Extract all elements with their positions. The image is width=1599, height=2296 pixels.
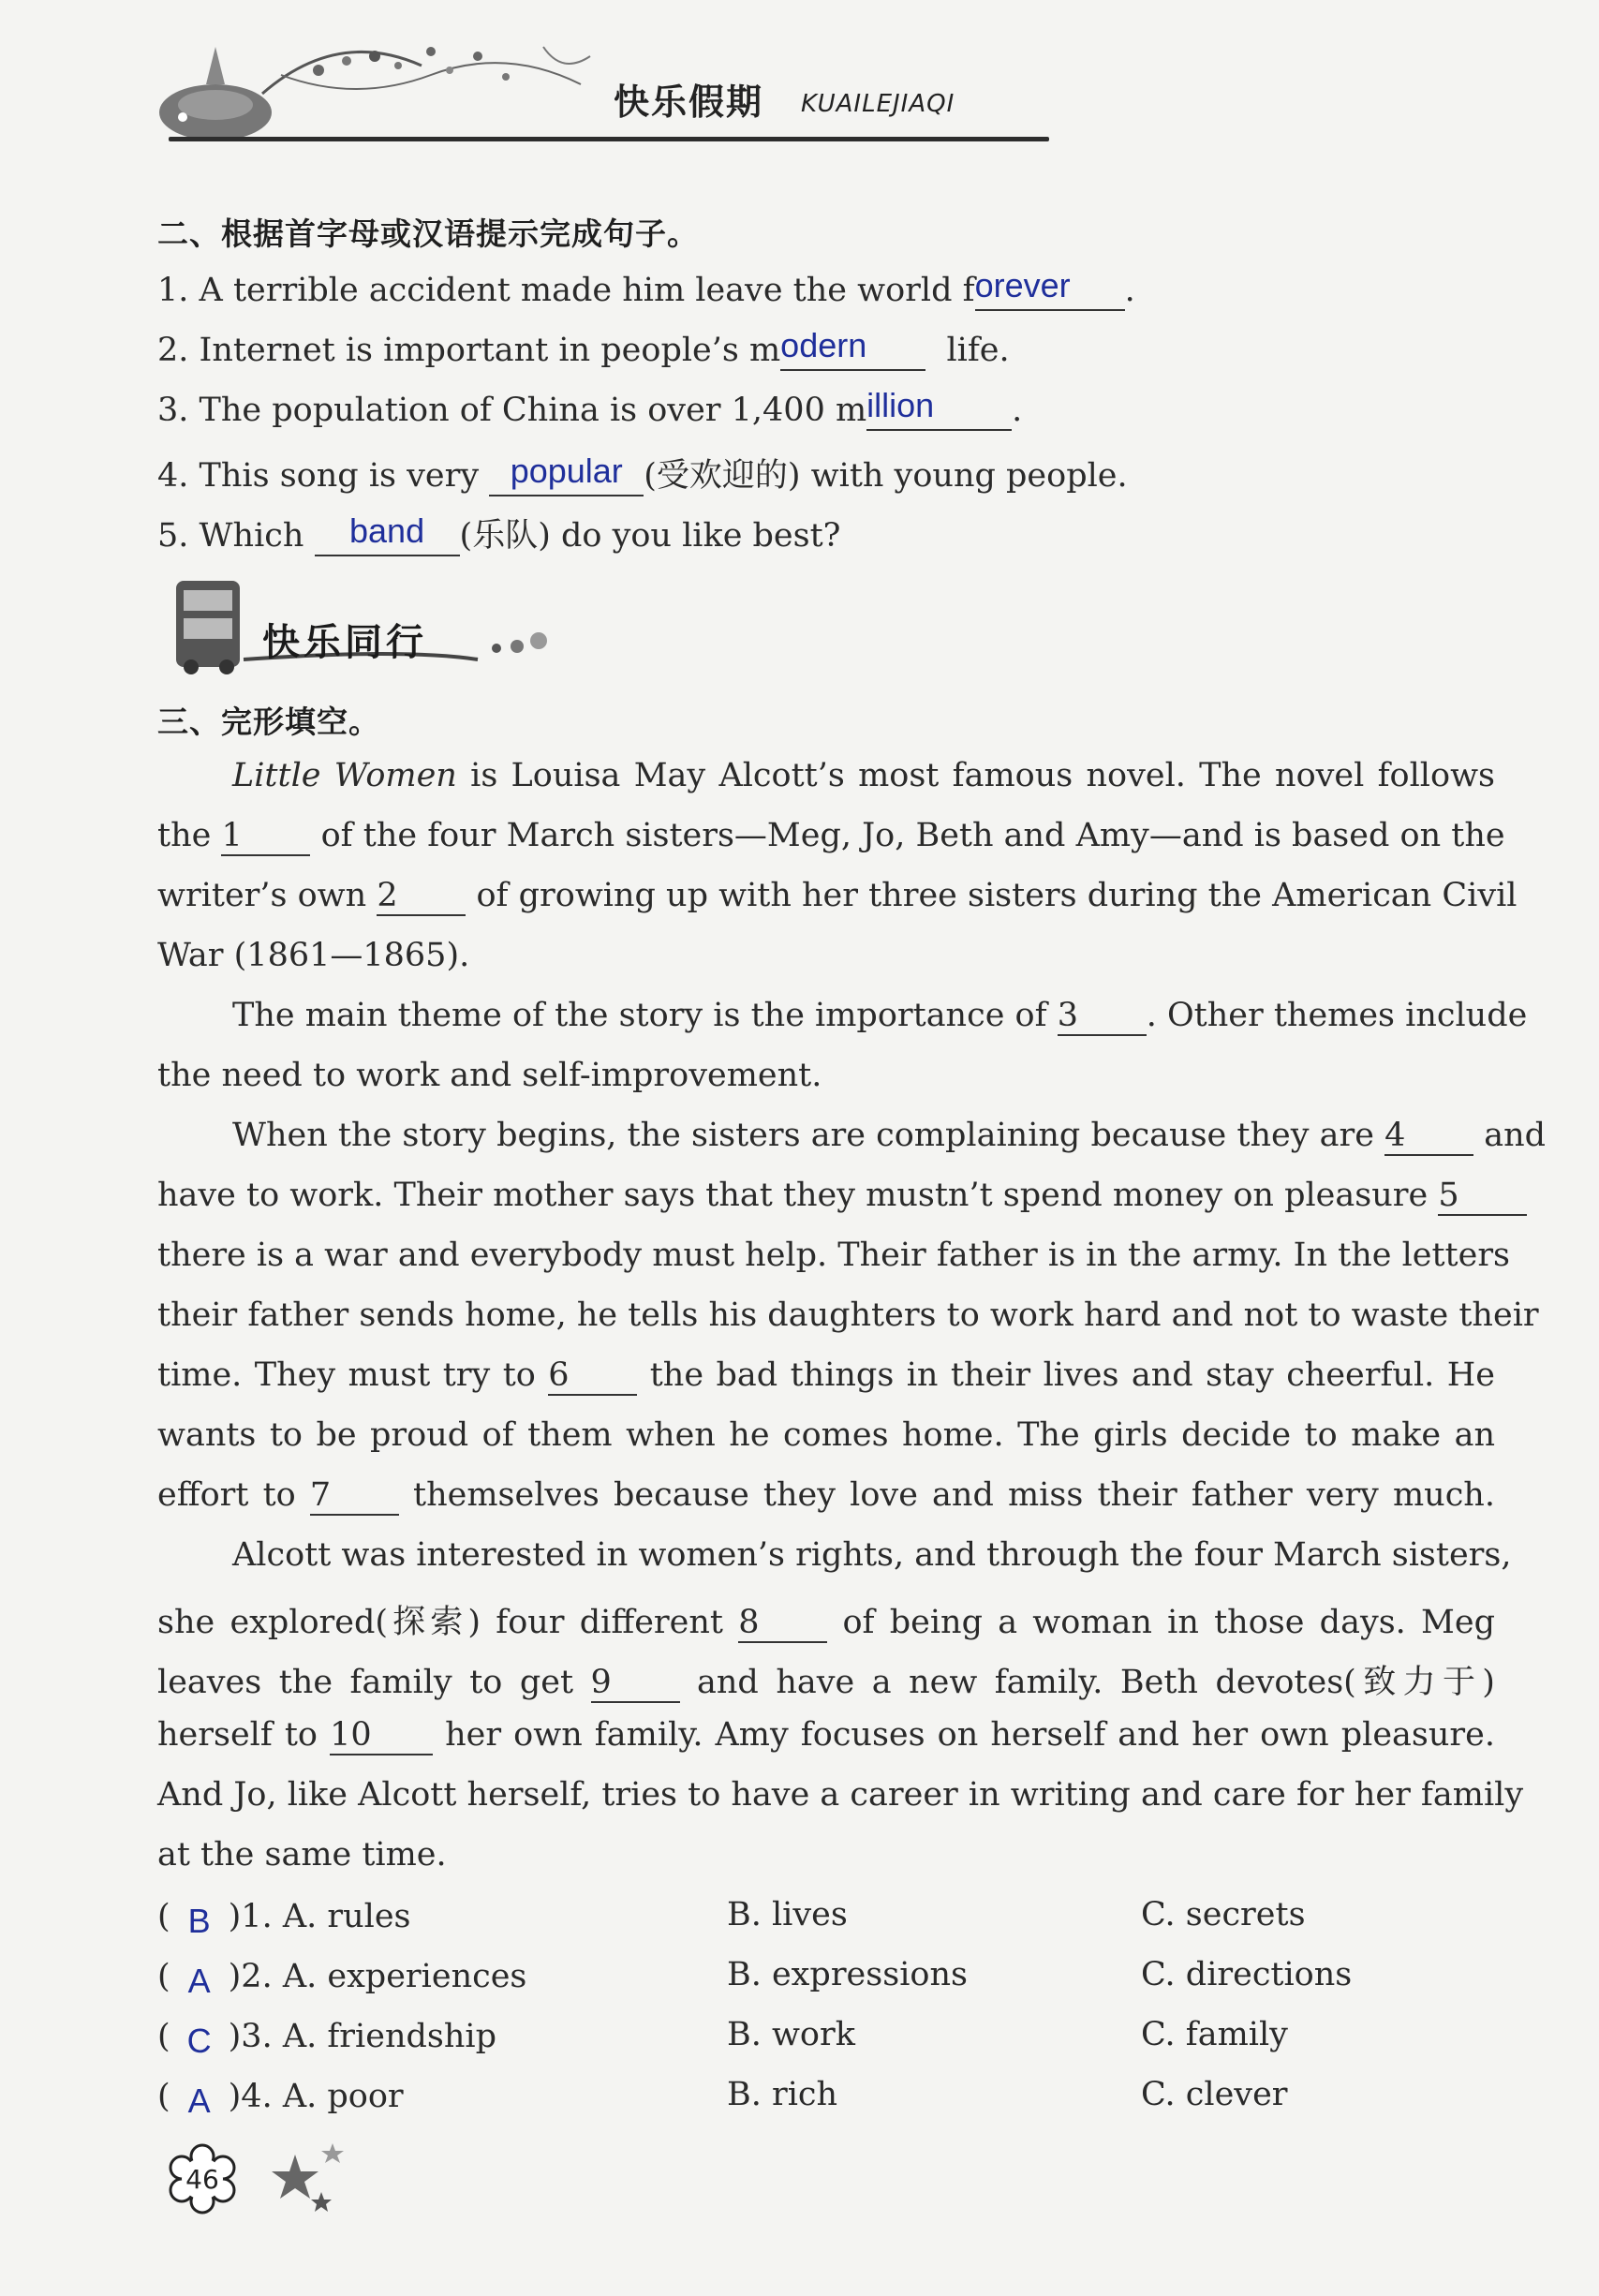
line-text: at the same time. <box>157 1836 447 1874</box>
answer-blank <box>489 452 644 496</box>
passage-line <box>157 1177 1495 1216</box>
choice-answer: A <box>187 2081 211 2120</box>
passage-line <box>157 1237 1511 1274</box>
s2-item-4 <box>157 450 1128 496</box>
option-c: C. family <box>1141 2016 1288 2053</box>
item-tail: (受欢迎的) with young people. <box>644 457 1128 495</box>
s2-item-2 <box>157 326 1010 371</box>
answer-blank <box>780 326 925 371</box>
answer-text: orever <box>974 266 1071 304</box>
passage-line <box>157 1776 1524 1814</box>
passage-line <box>157 1836 1495 1874</box>
line-text: of the four March sisters—Meg, Jo, Beth and Amy—and is based on the <box>320 817 1505 854</box>
answer-blank <box>315 511 460 556</box>
choice-answer: B <box>187 1902 211 1940</box>
header-rule <box>169 137 1049 141</box>
passage-line <box>157 757 1495 794</box>
choice-answer: C <box>186 2022 212 2060</box>
line-text: the <box>157 817 212 854</box>
option-b: B. lives <box>727 1896 848 1933</box>
cloze-blank: 5 <box>1438 1177 1527 1216</box>
option-a: )2. A. experiences <box>228 1958 527 1995</box>
line-text: have to work. Their mother says that they mustn’t spend money on pleasure <box>157 1177 1429 1214</box>
cloze-blank: 8 <box>738 1604 827 1643</box>
line-text: And Jo, like Alcott herself, tries to have a career in writing and care for her family <box>157 1776 1524 1814</box>
line-text: leaves the family to get <box>157 1664 574 1701</box>
answer-blank <box>866 386 1012 431</box>
line-text: Alcott was interested in women’s rights, and through the four March sisters, <box>232 1536 1512 1574</box>
line-text: their father sends home, he tells his daughters to work hard and not to waste their <box>157 1296 1539 1334</box>
line-text: When the story begins, the sisters are complaining because they are <box>232 1117 1374 1154</box>
line-text: writer’s own <box>157 877 367 914</box>
item-tail: . <box>1012 392 1023 429</box>
passage-line <box>157 1057 1495 1094</box>
option-c: C. clever <box>1141 2076 1288 2113</box>
header-latin: KUAILEJIAQI <box>801 90 955 118</box>
line-text: and <box>1484 1117 1547 1154</box>
s2-item-1 <box>157 266 1135 311</box>
passage-line <box>157 1296 1539 1334</box>
section2-heading: 二、根据首字母或汉语提示完成句子。 <box>157 215 699 252</box>
passage-line <box>157 1356 1495 1396</box>
answer-text: band <box>349 511 425 550</box>
passage-line <box>157 877 1518 916</box>
page-number: 46 <box>185 2164 219 2195</box>
option-b: B. rich <box>727 2076 838 2113</box>
item-text: This song is very <box>199 457 480 495</box>
banner-label: 快乐同行 <box>262 621 427 664</box>
item-tail: (乐队) do you like best? <box>459 517 841 555</box>
line-text: War (1861—1865). <box>157 937 470 974</box>
line-text: of being a woman in those days. Meg <box>842 1604 1495 1641</box>
line-text: her own family. Amy focuses on herself and her own pleasure. <box>445 1716 1495 1754</box>
cloze-blank: 3 <box>1058 997 1147 1036</box>
answer-text: popular <box>510 452 623 490</box>
cloze-blank: 1 <box>221 817 310 856</box>
option-question: ( B )1. A. rules <box>157 1898 411 1940</box>
passage-line <box>157 997 1528 1036</box>
line-text: is Louisa May Alcott’s most famous novel. The novel follows <box>456 757 1495 794</box>
header-title: 快乐假期 <box>614 81 764 123</box>
item-number: 2. <box>157 332 189 369</box>
item-tail: life. <box>946 332 1010 369</box>
line-text: time. They must try to <box>157 1356 536 1394</box>
item-text: A terrible accident made him leave the world f <box>199 272 975 309</box>
passage-line <box>157 1476 1495 1516</box>
cloze-blank: 7 <box>310 1476 399 1516</box>
passage-line <box>157 1117 1547 1156</box>
cloze-blank: 2 <box>377 877 466 916</box>
passage-line <box>157 817 1505 856</box>
option-b: B. work <box>727 2016 855 2053</box>
item-number: 1. <box>157 272 189 309</box>
cloze-blank: 10 <box>330 1716 433 1755</box>
option-question: ( C )3. A. friendship <box>157 2018 496 2060</box>
option-c: C. secrets <box>1141 1896 1306 1933</box>
passage-line <box>157 1416 1495 1454</box>
option-question: ( A )4. A. poor <box>157 2078 404 2120</box>
line-text: themselves because they love and miss their father very much. <box>413 1476 1495 1514</box>
passage-line <box>157 1596 1495 1643</box>
item-number: 4. <box>157 457 189 495</box>
item-text: Internet is important in people’s m <box>199 332 781 369</box>
page-header <box>150 19 1049 159</box>
line-text: of growing up with her three sisters during the American Civil <box>476 877 1518 914</box>
passage-line <box>157 1716 1495 1755</box>
item-text: Which <box>199 517 304 555</box>
page-number-badge <box>167 2143 238 2215</box>
book-title: Little Women <box>232 757 457 794</box>
answer-text: odern <box>780 326 867 364</box>
s2-item-3 <box>157 386 1023 431</box>
choice-answer: A <box>187 1962 211 2000</box>
line-text: and have a new family. Beth devotes(致力于) <box>697 1664 1495 1701</box>
cloze-blank: 4 <box>1384 1117 1473 1156</box>
item-number: 5. <box>157 517 189 555</box>
option-question: ( A )2. A. experiences <box>157 1958 527 2000</box>
star-decoration-icon <box>267 2136 379 2220</box>
option-a: )3. A. friendship <box>228 2018 496 2055</box>
line-text: herself to <box>157 1716 318 1754</box>
s2-item-5 <box>157 510 840 556</box>
line-text: the bad things in their lives and stay cheerful. He <box>649 1356 1495 1394</box>
option-c: C. directions <box>1141 1956 1353 1993</box>
passage-line <box>157 1656 1495 1703</box>
line-text: there is a war and everybody must help. Their father is in the army. In the letters <box>157 1237 1511 1274</box>
option-a: )4. A. poor <box>228 2078 404 2115</box>
item-number: 3. <box>157 392 189 429</box>
line-text: . Other themes include <box>1146 997 1528 1034</box>
line-text: The main theme of the story is the importance of <box>232 997 1047 1034</box>
item-tail: . <box>1124 272 1135 309</box>
section-banner <box>169 573 571 676</box>
cloze-blank: 9 <box>591 1664 680 1703</box>
line-text: effort to <box>157 1476 296 1514</box>
line-text: she explored(探索) four different <box>157 1604 723 1641</box>
passage-line <box>157 937 1495 974</box>
option-a: )1. A. rules <box>228 1898 411 1935</box>
section3-heading: 三、完形填空。 <box>157 704 380 740</box>
answer-text: illion <box>866 386 935 424</box>
answer-blank <box>974 266 1125 311</box>
cloze-blank: 6 <box>548 1356 637 1396</box>
line-text: wants to be proud of them when he comes home. The girls decide to make an <box>157 1416 1495 1454</box>
line-text: the need to work and self-improvement. <box>157 1057 822 1094</box>
passage-line <box>157 1536 1512 1574</box>
option-b: B. expressions <box>727 1956 968 1993</box>
item-text: The population of China is over 1,400 m <box>199 392 867 429</box>
